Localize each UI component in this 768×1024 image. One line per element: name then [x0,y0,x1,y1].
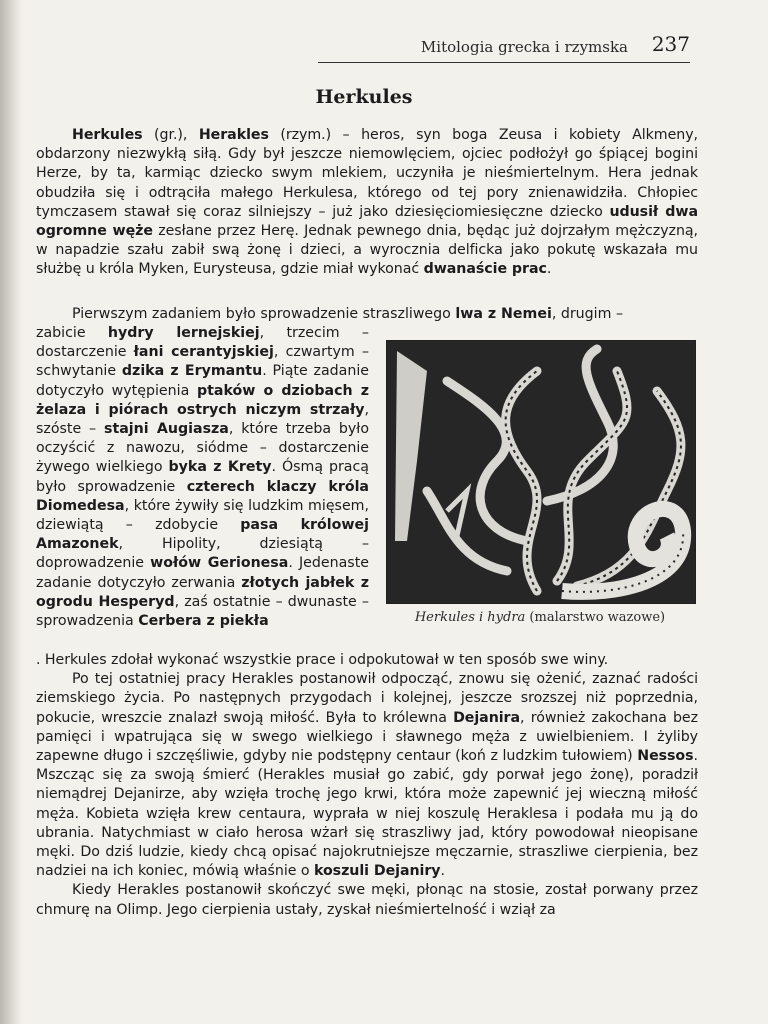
caption-title: Herkules i hydra [414,610,526,625]
text-run: , zaś ostatnie – dwunaste – sprowadzenia [36,593,369,630]
term-boar: dzika z Erymantu [121,363,263,380]
page-number: 237 [651,32,690,56]
term-girdle: pasa królowej Amazonek [36,517,370,553]
text-run: , Hipolity, dziesiątą – doprowadzenie [36,536,369,572]
text-run: (gr.), [142,127,199,143]
term-birds: ptaków o dziobach z żelaza i piórach ostrych niczym strzały [36,382,369,418]
term-nemean-lion: lwa z Nemei [455,306,552,322]
term-apples: złotych jabłek z ogrodu Hesperyd [36,574,369,610]
paragraph-1 [36,126,698,280]
term-nessos: Nessos [637,748,694,765]
term-shirt: koszuli Dejaniry [313,863,441,880]
text-run: , trzecim – dostarczenie [36,325,369,361]
term-dejanira: Dejanira [453,709,521,726]
page-binding-shadow [0,0,22,1024]
paragraph-2-wrapped-column [36,324,369,631]
term-hydra: hydry lernejskiej [107,325,260,341]
text-run: zesłane przez Herę. Jednak pewnego dnia, będąc już dojrzałym mężczyzną, w napadzie szału zabił swą żonę i dzieci, a wyrocznia delficka jako pokutę wskazała mu służbę u króla Myken, Eurysteusa, gdzie miał wykonać [36,223,698,278]
paragraph-4: Kiedy Herakles postanowił skończyć swe męki, płonąc na stosie, został porwany przez chmurę na Olimp. Jego cierpienia ustały, zyskał nieśmiertelność i wziął za [36,882,698,918]
paragraph-continuation-block [36,651,698,920]
term-cerberus: Cerbera z piekła [138,613,269,630]
term-herkules: Herkules [72,127,143,143]
text-run: (rzym.) – heros, syn boga Zeusa i kobiety Alkmeny, obdarzony niezwykłą siłą. Gdy był jeszcze niemowlęciem, ojciec podłożył go śpiącej bogini Herze, by ta, karmiąc dziecko swym mlekiem, uczyniła je nieśmiertelnym. Hera jednak obudziła się i odtrąciła małego Herkulesa, którego od tej pory znienawidziła. Chłopiec tymczasem stawał się coraz silniejszy – już jako dziesięciomiesięczne dziecko [36,127,699,220]
text-run: . [546,261,552,278]
text-run: , również zakochana bez pamięci i wpatrująca się w swego wielkiego i sławnego męża z uwielbieniem. I żyliby zapewne długo i szczęśliwie, gdyby nie podstępny centaur (koń z ludzkim tułowiem) [36,709,698,765]
text-run: . Jedenaste zadanie dotyczyło zerwania [36,555,369,591]
term-hind: łani cerantyjskiej [133,344,274,361]
text-run: Pierwszym zadaniem było sprowadzenie straszliwego [72,306,456,322]
hydra-image-icon [387,341,695,603]
term-cattle: wołów Gerionesa [150,555,289,572]
paragraph-2-lead [36,305,698,324]
term-snakes: udusił dwa ogromne węże [36,203,698,240]
text-run: . Mszcząc się za swoją śmierć (Herakles musiał go zabić, gdy porwał jego żonę), poradził niemądrej Dejanirze, aby wzięła trochę jego krwi, która może zapewnić jej wieczną miłość męża. Kobieta wzięła krew centaura, wyprała w niej koszulę Heraklesa i podała mu ją do ubrania. Natychmiast w ciało herosa wżarł się straszliwy jad, który powodował nieopisane męki. Do dziś ludzie, kiedy chcą opisać najokrutniejsze męczarnie, straszliwe cierpienia, bez nadziei na ich koniec, mówią właśnie o [36,748,698,880]
text-run: . [440,863,445,880]
paragraph-2-tail: . Herkules zdołał wykonać wszystkie prace i odpokutował w ten sposób swe winy. [36,652,609,668]
figure-caption [386,610,694,625]
paragraph-3 [36,670,698,881]
term-herakles: Herakles [198,127,269,143]
text-run: Po tej ostatniej pracy Herakles postanowił odpocząć, znowu się ożenić, zaznać radości ziemskiego życia. Po następnych przygodach i kolejnej, jeszcze srozszej niż poprzednia, pokucie, wreszcie znalazł swoją miłość. Była to królewna [36,671,698,726]
paragraph-2-first-line [36,305,698,324]
text-run: , czwartym – schwytanie [36,344,369,380]
hydra-illustration [386,340,696,604]
caption-note: (malarstwo wazowe) [525,610,666,625]
article-title: Herkules [315,86,413,108]
term-twelve-labours: dwanaście prac [423,261,547,278]
term-bull: byka z Krety [168,459,272,476]
running-header [318,34,690,63]
text-run: . Ósmą pracą było sprowadzenie [36,459,369,495]
text-run: , drugim – [551,306,624,322]
text-run: zabicie [36,325,108,341]
paragraph-2-body [36,324,369,631]
term-stables: stajni Augiasza [104,421,229,438]
paragraph-intro-block [36,126,698,280]
text-run: , szóste – [36,401,369,438]
text-run: , które żywiły się ludzkim mięsem, dziewiątą – zdobycie [36,497,369,534]
term-mares: czterech klaczy króla Diomedesa [36,478,370,514]
running-title: Mitologia grecka i rzymska [420,38,628,56]
text-run: , które trzeba było oczyścić z nawozu, siódme – dostarczenie żywego wielkiego [36,421,369,476]
text-run: . Piąte zadanie dotyczyło wytępienia [36,363,369,399]
